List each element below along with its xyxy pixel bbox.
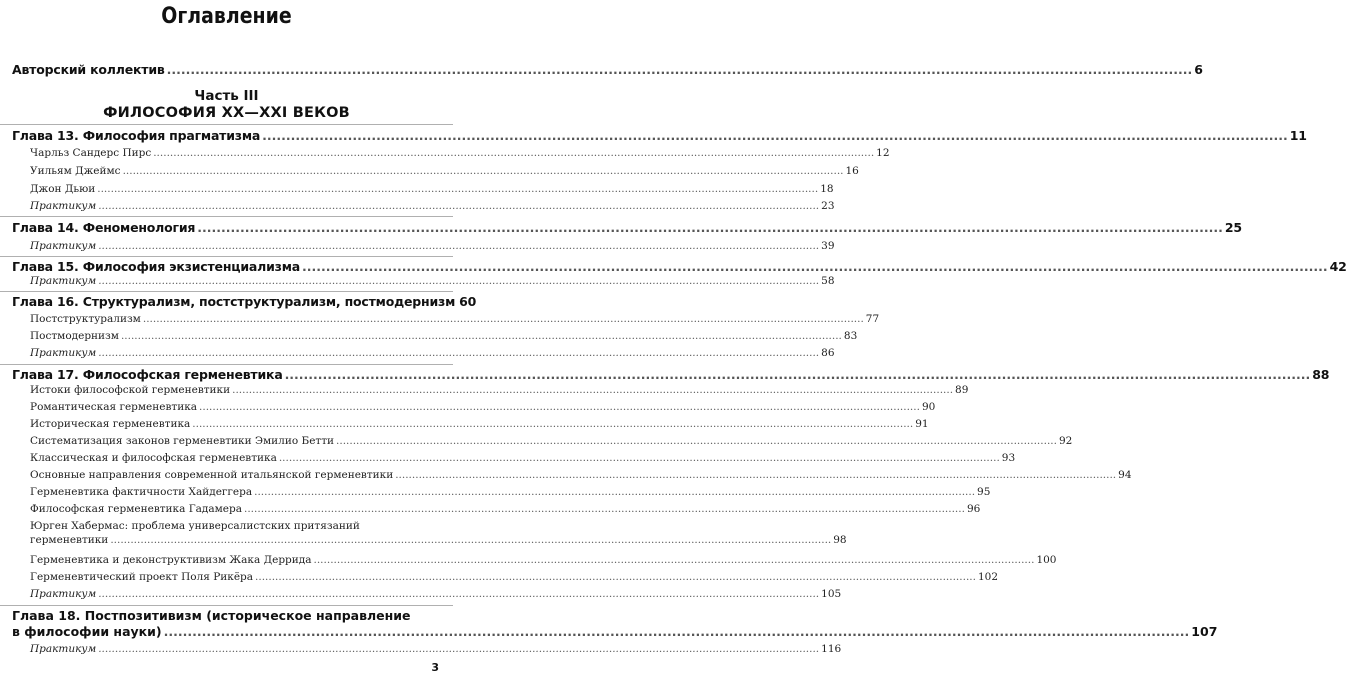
toc-page-number: 83 — [843, 330, 858, 342]
toc-item[interactable] — [30, 313, 880, 325]
page-number: 3 — [431, 661, 439, 674]
toc-page-number: 6 — [1194, 62, 1203, 77]
toc-chapter-label-line2: в философии науки) — [12, 624, 162, 639]
divider — [0, 256, 453, 257]
toc-item[interactable] — [30, 554, 1057, 566]
leader-dots — [254, 486, 975, 498]
toc-item-label: Романтическая герменевтика — [30, 401, 198, 413]
toc-page-number: 16 — [845, 165, 859, 177]
leader-dots — [285, 367, 1311, 382]
toc-item[interactable] — [30, 330, 858, 342]
toc-item-practicum[interactable] — [30, 588, 842, 600]
toc-item[interactable] — [30, 418, 929, 430]
toc-page-number: 92 — [1058, 435, 1073, 447]
leader-dots — [302, 259, 1328, 274]
toc-item-label: Джон Дьюи — [30, 183, 96, 195]
toc-item-practicum[interactable] — [30, 240, 835, 252]
divider — [0, 605, 453, 606]
toc-item-label: Систематизация законов герменевтики Эмилио Бетти — [30, 435, 335, 447]
leader-dots — [110, 534, 831, 546]
toc-page-number: 86 — [821, 347, 835, 359]
toc-chapter-label: Глава 14. Феноменология — [12, 220, 196, 235]
toc-page-number: 100 — [1036, 554, 1057, 566]
toc-chapter-label: Глава 13. Философия прагматизма — [12, 128, 261, 143]
toc-chapter-label: Глава 16. Структурализм, постструктурализм, постмодернизм — [12, 294, 456, 309]
toc-item-practicum[interactable] — [30, 200, 835, 212]
toc-chapter-label: Глава 17. Философская герменевтика — [12, 367, 283, 382]
leader-dots — [97, 183, 818, 195]
toc-item[interactable] — [30, 401, 936, 413]
leader-dots — [199, 401, 920, 413]
toc-item[interactable] — [30, 571, 999, 583]
toc-page-number: 25 — [1224, 220, 1242, 235]
toc-page-number: 90 — [921, 401, 936, 413]
toc-page-number: 102 — [977, 571, 999, 583]
toc-item[interactable] — [30, 165, 859, 177]
toc-item-label: Историческая герменевтика — [30, 418, 191, 430]
part-heading — [0, 89, 453, 121]
toc-item-practicum[interactable] — [30, 643, 842, 655]
toc-item-label: Герменевтика и деконструктивизм Жака Деррида — [30, 554, 312, 566]
leader-dots — [167, 62, 1193, 77]
toc-page-number: 91 — [915, 418, 929, 430]
toc-item[interactable] — [30, 520, 847, 546]
leader-dots — [98, 347, 819, 359]
toc-item[interactable] — [30, 503, 981, 515]
leader-dots — [262, 128, 1288, 143]
leader-dots — [98, 643, 819, 655]
toc-page-number: 105 — [821, 588, 842, 600]
toc-chapter-15[interactable] — [12, 259, 1347, 274]
divider — [0, 216, 453, 217]
toc-page-number: 88 — [1312, 367, 1330, 382]
divider — [0, 291, 453, 292]
toc-page-number: 23 — [821, 200, 835, 212]
toc-page-number: 94 — [1118, 469, 1132, 481]
toc-item-label: Истоки философской герменевтики — [30, 384, 231, 396]
leader-dots — [232, 384, 953, 396]
toc-chapter-13[interactable] — [12, 128, 1307, 143]
toc-item-label: Основные направления современной итальянской герменевтики — [30, 469, 394, 481]
toc-entry-authors[interactable] — [12, 62, 1203, 77]
toc-page-number: 60 — [459, 294, 477, 309]
toc-item-label: Герменевтика фактичности Хайдеггера — [30, 486, 253, 498]
toc-item-label: Практикум — [30, 347, 97, 359]
toc-item-label: Уильям Джеймс — [30, 165, 121, 177]
toc-chapter-label: Глава 15. Философия экзистенциализма — [12, 259, 300, 274]
toc-page-number: 11 — [1289, 128, 1307, 143]
toc-page-number: 89 — [955, 384, 969, 396]
toc-page-number: 98 — [833, 534, 847, 546]
leader-dots — [98, 588, 819, 600]
leader-dots — [153, 147, 874, 159]
leader-dots — [121, 330, 842, 342]
toc-item-label: Чарльз Сандерс Пирс — [30, 147, 152, 159]
part-title: ФИЛОСОФИЯ XX—XXI ВЕКОВ — [103, 104, 350, 121]
leader-dots — [192, 418, 913, 430]
toc-page-number: 58 — [821, 275, 835, 287]
toc-chapter-label-line1: Глава 18. Постпозитивизм (историческое направление — [12, 608, 411, 623]
toc-page-number: 93 — [1001, 452, 1016, 464]
leader-dots — [143, 313, 864, 325]
divider — [0, 124, 453, 125]
toc-item[interactable] — [30, 147, 890, 159]
toc-chapter-16[interactable] — [12, 294, 477, 309]
toc-item-label: Практикум — [30, 275, 97, 287]
toc-chapter-14[interactable] — [12, 220, 1242, 235]
toc-page-number: 12 — [876, 147, 890, 159]
toc-page-number: 96 — [966, 503, 981, 515]
toc-item[interactable] — [30, 469, 1132, 481]
leader-dots — [255, 571, 976, 583]
leader-dots — [279, 452, 1000, 464]
divider — [0, 364, 453, 365]
toc-item-label: Постструктурализм — [30, 313, 141, 325]
toc-item-practicum[interactable] — [30, 275, 835, 287]
leader-dots — [123, 165, 844, 177]
toc-item[interactable] — [30, 384, 969, 396]
toc-chapter-18[interactable] — [12, 608, 1218, 639]
toc-item[interactable] — [30, 183, 834, 195]
leader-dots — [336, 435, 1057, 447]
toc-page-number: 18 — [820, 183, 834, 195]
leader-dots — [98, 240, 819, 252]
toc-item-practicum[interactable] — [30, 347, 835, 359]
toc-item-label-line1: Юрген Хабермас: проблема универсалистских притязаний — [30, 520, 360, 532]
toc-item-label: Практикум — [30, 240, 97, 252]
toc-page-number: 77 — [865, 313, 880, 325]
toc-chapter-17[interactable] — [12, 367, 1330, 382]
leader-dots — [98, 200, 819, 212]
toc-item-label: Практикум — [30, 200, 97, 212]
toc-item-label: Герменевтический проект Поля Рикёра — [30, 571, 254, 583]
toc-page-number: 107 — [1191, 624, 1218, 639]
page-title: Оглавление — [161, 4, 292, 29]
toc-item-label: Постмодернизм — [30, 330, 119, 342]
toc-item[interactable] — [30, 486, 991, 498]
leader-dots — [244, 503, 965, 515]
leader-dots — [197, 220, 1223, 235]
toc-item-label: Классическая и философская герменевтика — [30, 452, 277, 464]
toc-item-label: Философская герменевтика Гадамера — [30, 503, 242, 515]
toc-item-label: Практикум — [30, 588, 97, 600]
toc-item-label: Практикум — [30, 643, 97, 655]
toc-page-number: 116 — [821, 643, 842, 655]
leader-dots — [164, 624, 1190, 639]
toc-page-number: 95 — [977, 486, 991, 498]
toc-item[interactable] — [30, 435, 1073, 447]
part-label: Часть III — [194, 88, 259, 104]
toc-item[interactable] — [30, 452, 1016, 464]
toc-page-number: 42 — [1329, 259, 1347, 274]
leader-dots — [98, 275, 819, 287]
toc-page-number: 39 — [821, 240, 835, 252]
toc-item-label-line2: герменевтики — [30, 534, 109, 546]
toc-entry-label: Авторский коллектив — [12, 62, 165, 77]
leader-dots — [395, 469, 1116, 481]
leader-dots — [314, 554, 1035, 566]
